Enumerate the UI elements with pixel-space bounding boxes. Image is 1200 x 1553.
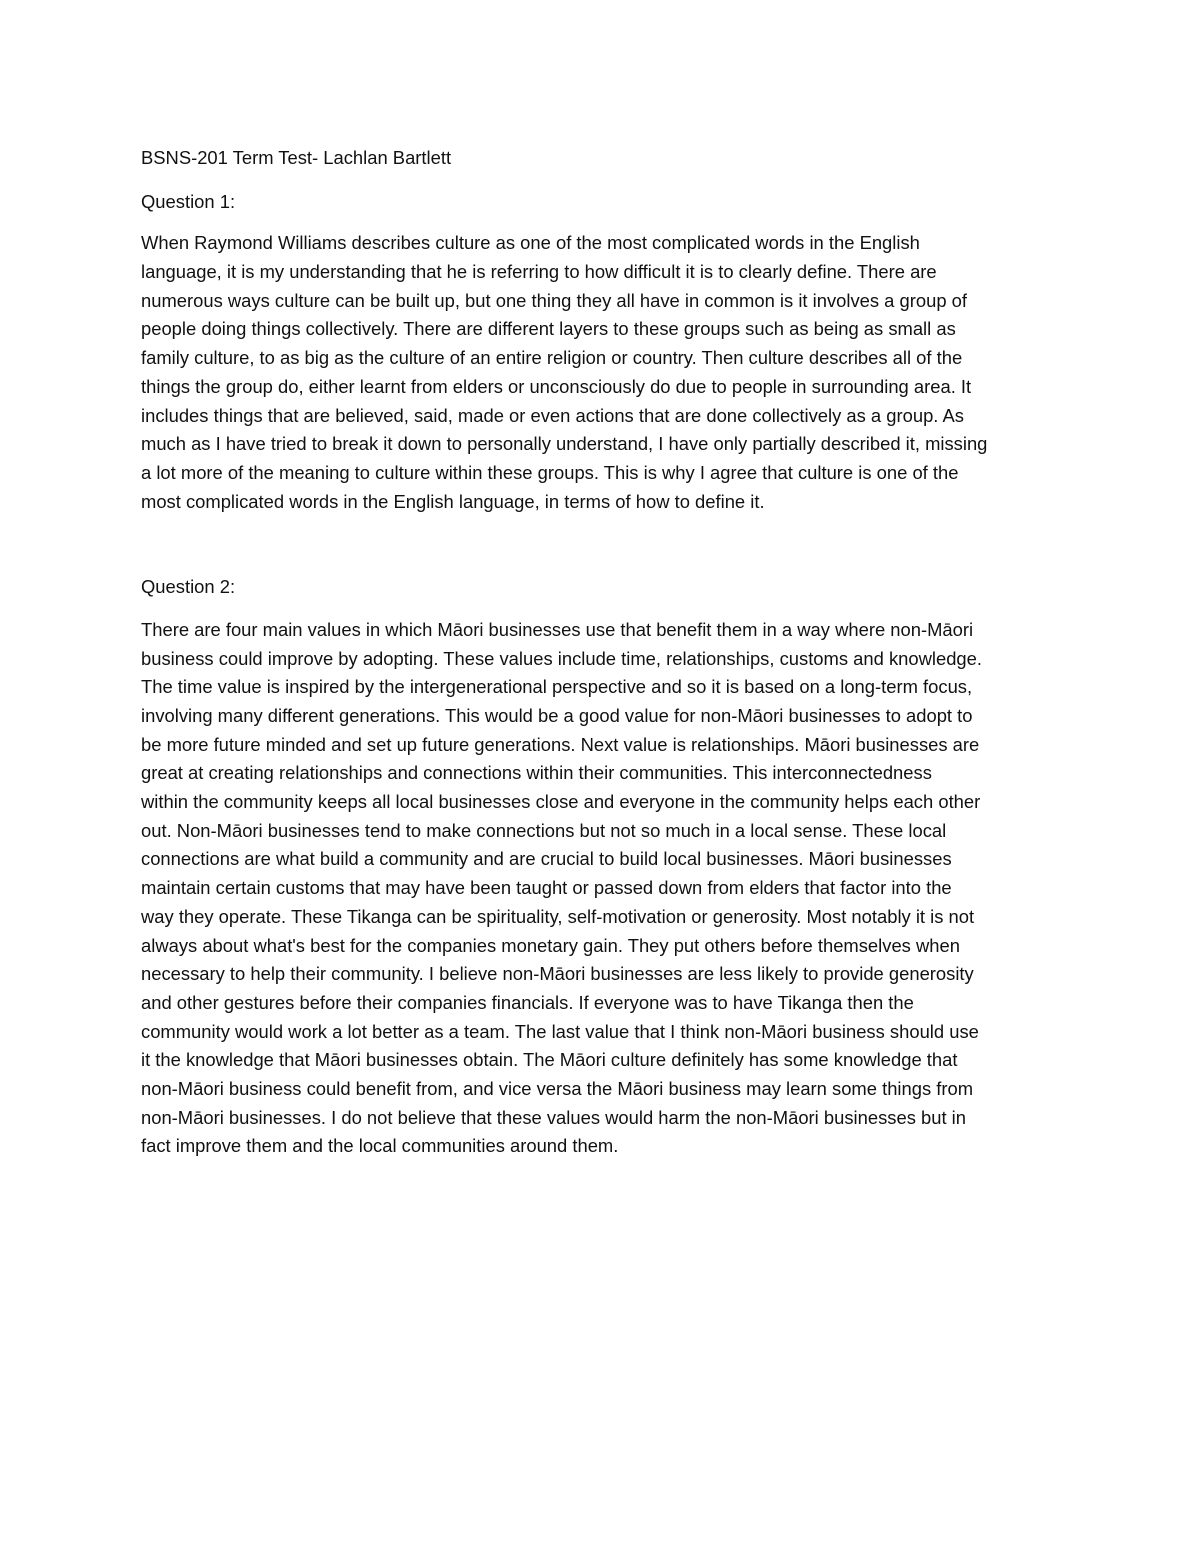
answer-line: things the group do, either learnt from elders or unconsciously do due to people in surrounding area. It — [141, 375, 972, 397]
question-1-heading: Question 1: — [141, 190, 236, 212]
answer-line: be more future minded and set up future generations. Next value is relationships. Māori businesses are — [141, 733, 980, 755]
answer-line: within the community keeps all local businesses close and everyone in the community helps each other — [141, 791, 981, 813]
answer-line: maintain certain customs that may have been taught or passed down from elders that factor into the — [141, 877, 952, 899]
answer-line: necessary to help their community. I believe non-Māori businesses are less likely to provide generosity — [141, 963, 974, 985]
answer-line: a lot more of the meaning to culture within these groups. This is why I agree that culture is one of the — [141, 461, 959, 483]
answer-line: There are four main values in which Māori businesses use that benefit them in a way where non-Māori — [141, 618, 974, 640]
answer-line: non-Māori businesses. I do not believe that these values would harm the non-Māori businesses but in — [141, 1106, 966, 1128]
answer-line: fact improve them and the local communities around them. — [141, 1135, 619, 1157]
answer-line: family culture, to as big as the culture of an entire religion or country. Then culture describes all of the — [141, 347, 963, 369]
answer-line: out. Non-Māori businesses tend to make connections but not so much in a local sense. These local — [141, 819, 947, 841]
answer-line: business could improve by adopting. These values include time, relationships, customs and knowledge. — [141, 647, 982, 669]
document-page — [141, 144, 1061, 1161]
answer-line: connections are what build a community and are crucial to build local businesses. Māori businesses — [141, 848, 952, 870]
answer-line: people doing things collectively. There are different layers to these groups such as being as small as — [141, 318, 956, 340]
answer-line: it the knowledge that Māori businesses obtain. The Māori culture definitely has some knowledge that — [141, 1049, 958, 1071]
answer-line: language, it is my understanding that he is referring to how difficult it is to clearly define. There are — [141, 261, 937, 283]
answer-line: way they operate. These Tikanga can be spirituality, self-motivation or generosity. Most notably it is not — [141, 905, 975, 927]
question-1-answer — [141, 229, 1061, 516]
answer-line: involving many different generations. This would be a good value for non-Māori businesses to adopt to — [141, 705, 973, 726]
answer-line: most complicated words in the English language, in terms of how to define it. — [141, 490, 765, 512]
answer-line: community would work a lot better as a team. The last value that I think non-Māori business should use — [141, 1020, 979, 1042]
question-2-answer — [141, 616, 1061, 1161]
answer-line: non-Māori business could benefit from, and vice versa the Māori business may learn some things from — [141, 1077, 974, 1099]
answer-line: great at creating relationships and connections within their communities. This interconnectedness — [141, 762, 932, 784]
answer-line: The time value is inspired by the intergenerational perspective and so it is based on a long-term focus, — [141, 676, 973, 698]
answer-line: numerous ways culture can be built up, but one thing they all have in common is it involves a group of — [141, 289, 967, 311]
question-2-heading: Question 2: — [141, 576, 236, 598]
answer-line: When Raymond Williams describes culture as one of the most complicated words in the English — [141, 232, 920, 254]
document-title: BSNS-201 Term Test- Lachlan Bartlett — [141, 147, 452, 168]
answer-line: always about what's best for the companies monetary gain. They put others before themselves when — [141, 934, 960, 956]
answer-line: and other gestures before their companies financials. If everyone was to have Tikanga then the — [141, 991, 914, 1013]
answer-line: much as I have tried to break it down to personally understand, I have only partially described it, missing — [141, 433, 988, 455]
answer-line: includes things that are believed, said, made or even actions that are done collectively as a group. As — [141, 404, 964, 426]
